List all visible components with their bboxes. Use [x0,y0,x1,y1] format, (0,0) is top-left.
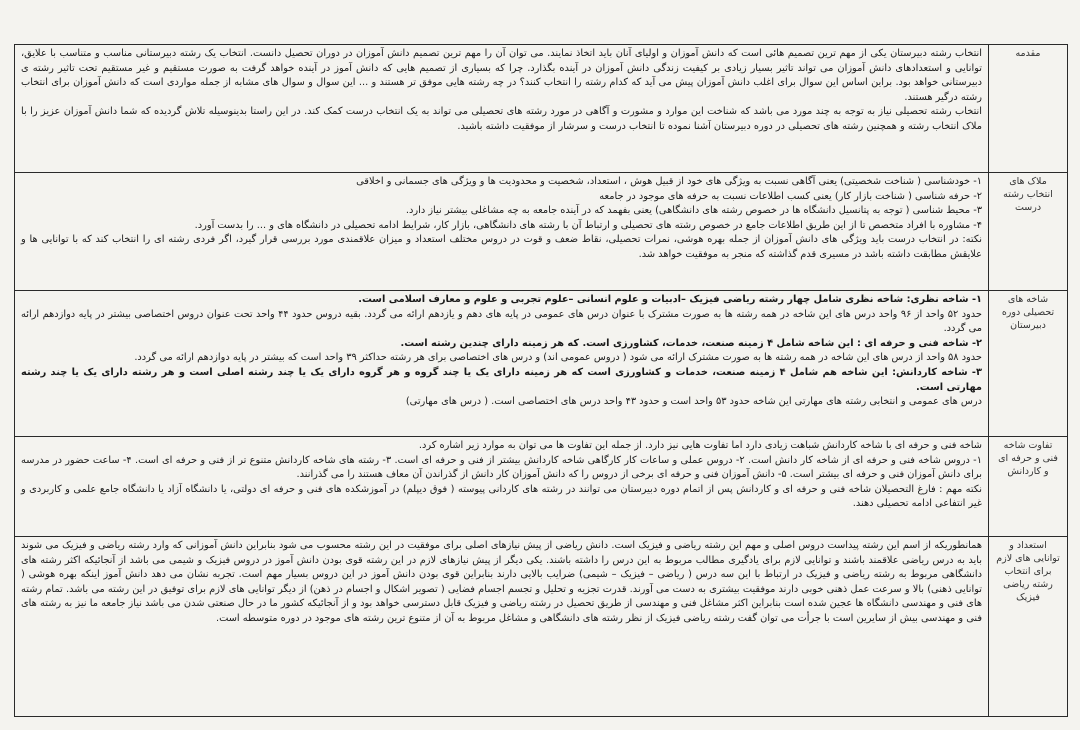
paragraph: انتخاب رشته دبیرستان یکی از مهم ترین تصمیم هائی است که دانش آموزان و اولیای آنان باید اتخاذ نمایند. می توان آن را مهم ترین تصمیم دانش آموزان در دوران تحصیل دانست. انتخاب یک رشته دبیرستانی مناسب و متناسب با علایق، توانایی و استعدادهای دانش آموزان می تواند تاثیر بسیار زیادی بر کیفیت زندگی دانش آموزان در آینده بگذارد. چرا که بسیاری از تصمیم هایی که دانش آموز در آینده خواهد گرفت به صورت مستقیم و غیر مستقیم تحت تاثیر رشته ی دبیرستانی خواهد بود. براین اساس این سوال برای اغلب دانش آموزان پیش می آید که کدام رشته را انتخاب کنند؟ در چه رشته هایی موفق تر هستند و ... این سوال و سوال های مشابه از جمله مواردی است که دانش آموزان برای انتخاب رشته درگیر هستند. [21,48,982,103]
paragraph: درس های عمومی و انتخابی رشته های مهارتی این شاخه حدود ۵۳ واحد است و حدود ۴۳ واحد درس های اختصاصی است. ( درس های مهارتی) [405,396,982,408]
row-label-selection-criteria: ملاک های انتخاب رشته درست [989,173,1068,291]
row-label-high-school-branches: شاخه های تحصیلی دوره دبیرستان [989,291,1068,437]
career-guidance-table [14,44,1068,717]
row-body-high-school-branches [15,291,989,437]
table-row [15,537,1068,717]
table-row [15,45,1068,173]
document-page [14,44,1068,716]
paragraph: حدود ۵۲ واحد از ۹۶ واحد درس های این شاخه در همه رشته ها به صورت مشترک با عنوان درس های عمومی در پایه های دهم و یازدهم ارائه می گردد. بقیه دروس حدود ۴۴ واحد تحت عنوان دروس اختصاصی بیشتر در پایه دوازدهم ارائه می گردد. [21,308,982,335]
branch-heading: ۲- شاخه فنی و حرفه ای : این شاخه شامل ۴ زمینه صنعت، خدمات، کشاورزی است. که هر زمینه دارای چندین رشته است. [400,337,982,349]
row-body-introduction [15,45,989,173]
paragraph: همانطوریکه از اسم این رشته پیداست دروس اصلی و مهم این رشته ریاضی و فیزیک است. دانش ریاضی از پیش نیازهای اصلی برای موفقیت در این رشته محسوب می شود بنابراین دانش آموزانی که وارد رشته ریاضی و فیزیک می شوند باید به درس ریاضی علاقمند باشند و توانایی لازم برای یادگیری مطالب مربوط به این درس را داشته باشند. یکی دیگر از پیش نیازهای لازم در این رشته قوی بودن دانش آموز در دروس فیزیک و شیمی می باشد از آنجائیکه اکثر رشته های دانشگاهی مربوط به رشته ریاضی و فیزیک در ارتباط با این سه درس ( ریاضی – فیزیک – شیمی) ضرایب بالایی دارند بنابراین قوی بودن دانش آموز در این دروس بسیار مهم است. تجربه نشان می دهد دانش آموز اینکه بهره هوشی ( توانایی ذهنی) بالا و سرعت عمل ذهنی خوبی دارند موفقیت بیشتری به دست می آورند. قدرت تجزیه و تحلیل و تجسم اجسام فضایی ( تصویر اشکال و اجسام در ذهن) از دیگر توانایی های لازم برای توفیق در این رشته می باشد. تمام رشته های فنی و مهندسی دانشگاه ها عجین شده است بنابراین اکثر مشاغل فنی و مهندسی از طریق تحصیل در رشته ریاضی و فیزیک قابل دسترسی خواهد بود و از آنجائیکه کشور ما در حال صنعتی شدن می باشد نیاز جامعه ما نیز به رشته های فنی و مهندسی بیش از سایرین است با جرأت می توان گفت رشته ریاضی فیزیک از نظر رشته های دانشگاهی و مشاغل مربوط به آن از متنوع ترین رشته های موجود در دوره متوسطه است. [21,540,982,624]
list-item: ۲- حرفه شناسی ( شناخت بازار کار) یعنی کسب اطلاعات نسبت به حرفه های موجود در جامعه [599,190,982,202]
row-body-branch-differences [15,437,989,537]
note: نکته: در انتخاب درست باید ویژگی های دانش آموزان از جمله بهره هوشی، نمرات تحصیلی، نقاط ضعف و قوت در دروس مختلف استعداد و میزان علاقمندی مورد بررسی قرار گیرد، اگر فردی رشته ای را انتخاب کند که با توانایی ها و علایقش مطابقت داشته باشد در مسیری قدم گذاشته که منجر به موفقیت خواهد شد. [21,234,982,260]
row-label-introduction: مقدمه [989,45,1068,173]
branch-heading: ۱- شاخه نظری: شاخه نظری شامل چهار رشته ریاضی فیزیک –ادبیات و علوم انسانی –علوم تجربی و علوم و معارف اسلامی است. [358,294,982,305]
note: نکته مهم : فارغ التحصیلان شاخه فنی و حرفه ای و کاردانش پس از اتمام دوره دبیرستان می توانند در رشته های کاردانی پیوسته ( فوق دیپلم) در آموزشکده های فنی و حرفه ای دولتی، یا دانشگاه آزاد یا دانشگاه جامع علمی و کاربردی و غیر انتفاعی ادامه تحصیلی دهند. [21,483,982,510]
table-row [15,437,1068,537]
paragraph: ۱- دروس شاخه فنی و حرفه ای از شاخه کار دانش است. ۲- دروس عملی و ساعات کار کارگاهی شاخه کاردانش بیشتر از فنی و حرفه ای است. ۳- رشته های شاخه کاردانش متنوع تر از فنی و حرفه ای است. ۴- ساعت حضور در مدرسه برای دانش آموزان فنی و حرفه ای بیشتر است. ۵- دانش آموزان فنی و حرفه ای برخی از دروس را که دانش آموزان کار دانش از گذراندن آن معاف هستند را می گذرانند. [21,454,982,481]
row-label-branch-differences: تفاوت شاخه فنی و حرفه ای و کاردانش [989,437,1068,537]
list-item: ۳- محیط شناسی ( توجه به پتانسیل دانشگاه ها در خصوص رشته های دانشگاهی) یعنی بفهمد که در آینده جامعه به چه مشاغلی بیشتر نیاز دارد. [405,205,982,217]
paragraph: انتخاب رشته تحصیلی نیاز به توجه به چند مورد می باشد که شناخت این موارد و مشورت و آگاهی در مورد رشته های تحصیلی می تواند به یک انتخاب درست کمک کند. در این راستا بدینوسیله تلاش گردیده که شما دانش آموزان عزیز را با ملاک انتخاب رشته و همچنین رشته های تحصیلی در دوره دبیرستان آشنا نموده تا انتخاب درست و سرشار از موفقیت داشته باشید. [21,106,982,132]
table-row [15,173,1068,291]
table-row [15,291,1068,437]
row-body-selection-criteria [15,173,989,291]
list-item: ۴- مشاوره با افراد متخصص تا از این طریق اطلاعات جامع در خصوص رشته های تحصیلی و ارتباط آن با رشته های دانشگاهی، بازار کار، شرایط ادامه تحصیلی در دانشگاه های و ... را بدست آورد. [194,219,982,231]
row-label-math-physics-skills: استعداد و توانایی های لازم برای انتخاب رشته ریاضی فیزیک [989,537,1068,717]
branch-heading: ۳- شاخه کاردانش: این شاخه هم شامل ۴ زمینه صنعت، خدمات و کشاورزی است که هر زمینه دارای یک یا چند گروه و هر گروه دارای یک یا چند رشته اصلی است و هر رشته دارای یک یا چند رشته مهارتی است. [21,366,982,393]
row-body-math-physics-skills [15,537,989,717]
paragraph: شاخه فنی و حرفه ای با شاخه کاردانش شباهت زیادی دارد اما تفاوت هایی نیز دارد. از جمله این تفاوت ها می توان به موارد زیر اشاره کرد. [418,440,982,451]
list-item: ۱- خودشناسی ( شناخت شخصیتی) یعنی آگاهی نسبت به ویژگی های خود از قبیل هوش ، استعداد، شخصیت و محدودیت ها و ویژگی های جسمانی و اخلاقی [356,176,982,187]
paragraph: حدود ۵۸ واحد از درس های این شاخه در همه رشته ها به صورت مشترک ارائه می شود ( دروس عمومی اند) و درس های اختصاصی برای هر رشته حداکثر ۳۹ واحد است که بیشتر در پایه دوازدهم ارائه می گردد. [134,352,982,364]
